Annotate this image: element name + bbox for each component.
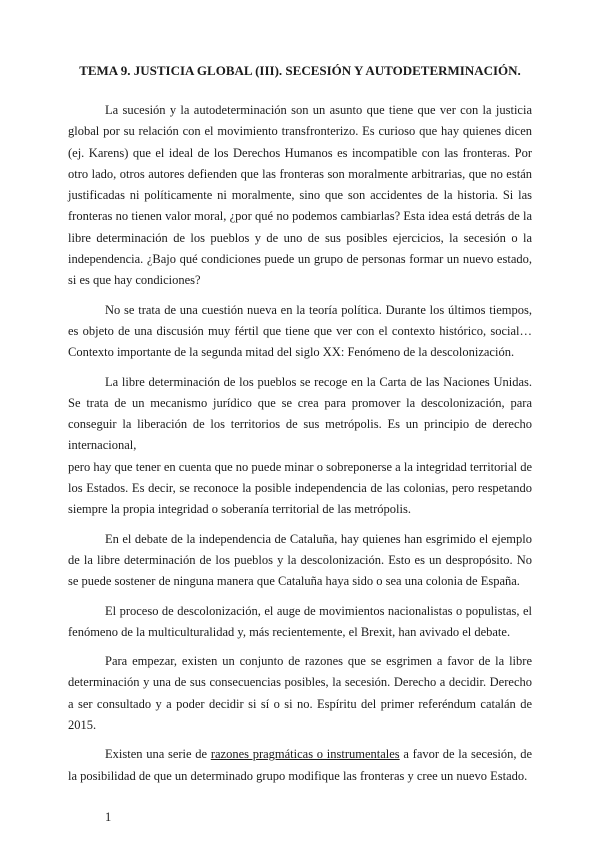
page-footer (68, 795, 532, 828)
paragraph-razones-text-before: Existen una serie de (105, 747, 211, 762)
paragraph-un-charter: La libre determinación de los pueblos se recoge en la Carta de las Naciones Unidas. Se trata de un mecanismo jurídico que se crea para promover la descolonización, para conseguir la liberación de los territorios de sus metrópolis. Es un principio de derecho internacional, (68, 374, 532, 453)
paragraph-un-charter-continuation: pero hay que tener en cuenta que no puede minar o sobreponerse a la integridad territorial de los Estados. Es decir, se reconoce la posible independencia de las colonias, pero respetando siempre la propia integridad o soberanía territorial de las metrópolis. (68, 459, 532, 517)
paragraph-razones-pragmaticas (68, 744, 532, 787)
document-title: TEMA 9. JUSTICIA GLOBAL (III). SECESIÓN Y AUTODETERMINACIÓN. (79, 63, 521, 78)
paragraph-derecho-a-decidir: Para empezar, existen un conjunto de razones que se esgrimen a favor de la libre determinación y una de sus consecuencias posibles, la secesión. Derecho a decidir. Derecho a ser consultado y a poder decidir si sí o si no. Espíritu del primer referéndum catalán de 2015. (68, 654, 532, 733)
paragraph-brexit: El proceso de descolonización, el auge de movimientos nacionalistas o populistas, el fenómeno de la multiculturalidad y, más recientemente, el Brexit, han avivado el debate. (68, 603, 532, 639)
page-number: 1 (105, 809, 112, 824)
paragraph-razones-text-after: a favor de la secesión, de la posibilidad de que un determinado grupo modifique las fronteras y cree un nuevo Estado. (68, 747, 533, 783)
paragraph-intro: La sucesión y la autodeterminación son un asunto que tiene que ver con la justicia global por su relación con el movimiento transfronterizo. Es curioso que hay quienes dicen (ej. Karens) que el ideal de los Derechos Humanos es incompatible con las fronteras. Por otro lado, otros autores defienden que las fronteras son moralmente arbitrarias, que no están justificadas ni políticamente ni moralmente, sino que son accidentes de la historia. Si las fronteras no tienen valor moral, ¿por qué no podemos cambiarlas? Esta idea está detrás de la libre determinación de los pueblos y de uno de sus posibles ejercicios, la secesión o la independencia. ¿Bajo qué condiciones puede un grupo de personas formar un nuevo estado, si es que hay condiciones? (68, 103, 532, 288)
underlined-phrase: razones pragmáticas o instrumentales (210, 747, 400, 762)
paragraph-cataluna-debate: En el debate de la independencia de Cataluña, hay quienes han esgrimido el ejemplo de la libre determinación de los pueblos y la descolonización. Esto es un despropósito. No se puede sostener de ninguna manera que Cataluña haya sido o sea una colonia de España. (68, 531, 532, 589)
paragraph-context: No se trata de una cuestión nueva en la teoría política. Durante los últimos tiempos, es objeto de una discusión muy fértil que tiene que ver con el contexto histórico, social… Contexto importante de la segunda mitad del siglo XX: Fenómeno de la descolonización. (68, 302, 532, 360)
